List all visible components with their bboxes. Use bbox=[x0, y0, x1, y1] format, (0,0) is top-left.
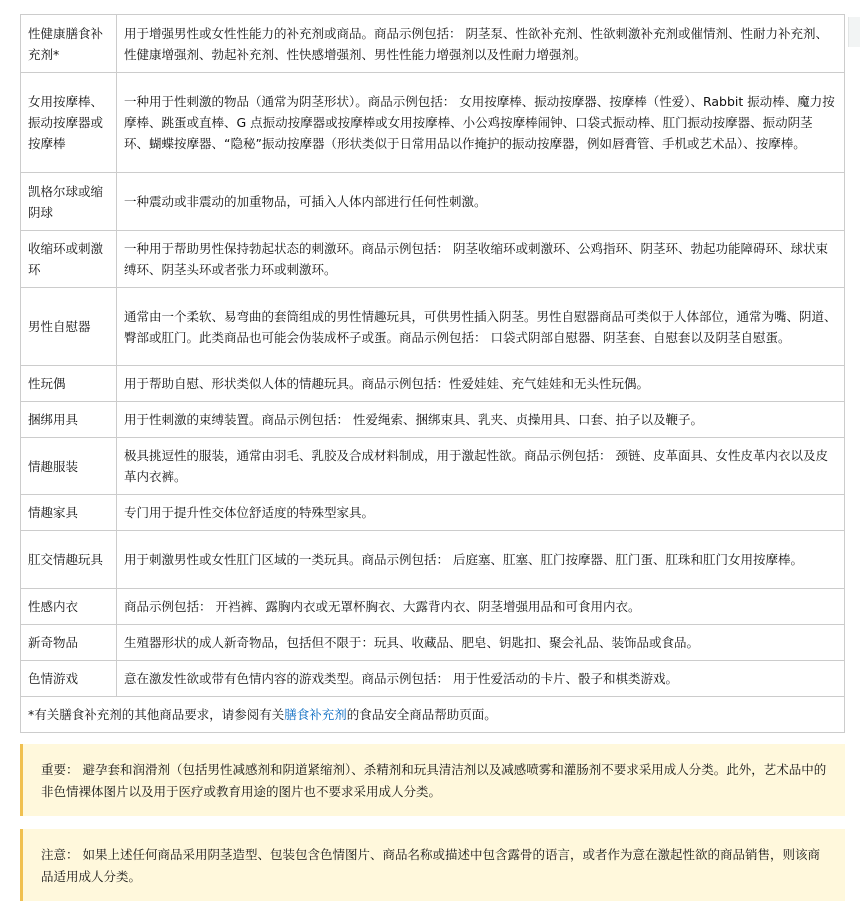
note-callout bbox=[20, 829, 845, 901]
adult-category-table bbox=[20, 14, 845, 733]
table-row bbox=[21, 15, 845, 73]
table-row bbox=[21, 231, 845, 288]
category-name: 情趣家具 bbox=[21, 495, 117, 531]
category-name: 女用按摩棒、振动按摩器或按摩棒 bbox=[21, 73, 117, 173]
category-description: 用于增强男性或女性性能力的补充剂或商品。商品示例包括： 阴茎泵、性欲补充剂、性欲刺激补充剂或催情剂、性耐力补充剂、性健康增强剂、勃起补充剂、性快感增强剂、男性性能力增强剂以及性耐力增强剂。 bbox=[117, 15, 845, 73]
category-description: 一种用于帮助男性保持勃起状态的刺激环。商品示例包括： 阴茎收缩环或刺激环、公鸡指环、阴茎环、勃起功能障碍环、球状束缚环、阴茎头环或者张力环或刺激环。 bbox=[117, 231, 845, 288]
content-area bbox=[20, 14, 845, 733]
table-body bbox=[21, 15, 845, 733]
category-name: 新奇物品 bbox=[21, 625, 117, 661]
category-description: 一种用于性刺激的物品（通常为阴茎形状）。商品示例包括： 女用按摩棒、振动按摩器、按摩棒（性爱）、Rabbit 振动棒、魔力按摩棒、跳蛋或直棒、G 点振动按摩器或按摩棒或女用按摩棒、小公鸡按摩棒闹钟、口袋式振动棒、肛门振动按摩器、振动阴茎环、蝴蝶按摩器、“隐秘”振动按摩器（形状类似于日常用品以作掩护的振动按摩器，例如唇膏管、手机或艺术品）、按摩棒。 bbox=[117, 73, 845, 173]
table-row bbox=[21, 531, 845, 589]
category-name: 性健康膳食补充剂* bbox=[21, 15, 117, 73]
category-description: 意在激发性欲或带有色情内容的游戏类型。商品示例包括： 用于性爱活动的卡片、骰子和棋类游戏。 bbox=[117, 661, 845, 697]
category-description: 一种震动或非震动的加重物品，可插入人体内部进行任何性刺激。 bbox=[117, 173, 845, 231]
table-row bbox=[21, 288, 845, 366]
category-description: 通常由一个柔软、易弯曲的套筒组成的男性情趣玩具，可供男性插入阴茎。男性自慰器商品可类似于人体部位，通常为嘴、阴道、臀部或肛门。此类商品也可能会伪装成杯子或蛋。商品示例包括： 口袋式阴部自慰器、阴茎套、自慰套以及阴茎自慰蛋。 bbox=[117, 288, 845, 366]
table-row bbox=[21, 495, 845, 531]
footnote-text-before: *有关膳食补充剂的其他商品要求，请参阅有关 bbox=[28, 707, 285, 722]
table-row bbox=[21, 402, 845, 438]
scrollbar-stub[interactable] bbox=[848, 17, 860, 47]
important-callout bbox=[20, 744, 845, 816]
category-name: 收缩环或刺激环 bbox=[21, 231, 117, 288]
table-row bbox=[21, 625, 845, 661]
footnote bbox=[21, 697, 845, 733]
category-description: 用于刺激男性或女性肛门区域的一类玩具。商品示例包括： 后庭塞、肛塞、肛门按摩器、肛门蛋、肛珠和肛门女用按摩棒。 bbox=[117, 531, 845, 589]
category-description: 专门用于提升性交体位舒适度的特殊型家具。 bbox=[117, 495, 845, 531]
table-row bbox=[21, 589, 845, 625]
table-row bbox=[21, 173, 845, 231]
note-text: 注意： 如果上述任何商品采用阴茎造型、包装包含色情图片、商品名称或描述中包含露骨的语言，或者作为意在激起性欲的商品销售，则该商品适用成人分类。 bbox=[41, 847, 820, 884]
category-name: 色情游戏 bbox=[21, 661, 117, 697]
category-name: 肛交情趣玩具 bbox=[21, 531, 117, 589]
category-name: 捆绑用具 bbox=[21, 402, 117, 438]
category-name: 男性自慰器 bbox=[21, 288, 117, 366]
category-name: 性感内衣 bbox=[21, 589, 117, 625]
table-row bbox=[21, 366, 845, 402]
category-name: 情趣服装 bbox=[21, 438, 117, 495]
category-description: 用于性刺激的束缚装置。商品示例包括： 性爱绳索、捆绑束具、乳夹、贞操用具、口套、拍子以及鞭子。 bbox=[117, 402, 845, 438]
category-description: 商品示例包括： 开裆裤、露胸内衣或无罩杯胸衣、大露背内衣、阴茎增强用品和可食用内衣。 bbox=[117, 589, 845, 625]
dietary-supplements-link[interactable]: 膳食补充剂 bbox=[284, 707, 347, 722]
table-row bbox=[21, 438, 845, 495]
table-row bbox=[21, 661, 845, 697]
category-description: 生殖器形状的成人新奇物品，包括但不限于：玩具、收藏品、肥皂、钥匙扣、聚会礼品、装饰品或食品。 bbox=[117, 625, 845, 661]
table-footnote-row bbox=[21, 697, 845, 733]
important-text: 重要： 避孕套和润滑剂（包括男性减感剂和阴道紧缩剂）、杀精剂和玩具清洁剂以及减感喷雾和灌肠剂不要求采用成人分类。此外，艺术品中的非色情裸体图片以及用于医疗或教育用途的图片也不要求采用成人分类。 bbox=[41, 762, 827, 799]
category-description: 极具挑逗性的服装，通常由羽毛、乳胶及合成材料制成，用于激起性欲。商品示例包括： 颈链、皮革面具、女性皮革内衣以及皮革内衣裤。 bbox=[117, 438, 845, 495]
category-name: 凯格尔球或缩阴球 bbox=[21, 173, 117, 231]
table-row bbox=[21, 73, 845, 173]
category-description: 用于帮助自慰、形状类似人体的情趣玩具。商品示例包括：性爱娃娃、充气娃娃和无头性玩偶。 bbox=[117, 366, 845, 402]
footnote-text-after: 的食品安全商品帮助页面。 bbox=[346, 707, 497, 722]
category-name: 性玩偶 bbox=[21, 366, 117, 402]
